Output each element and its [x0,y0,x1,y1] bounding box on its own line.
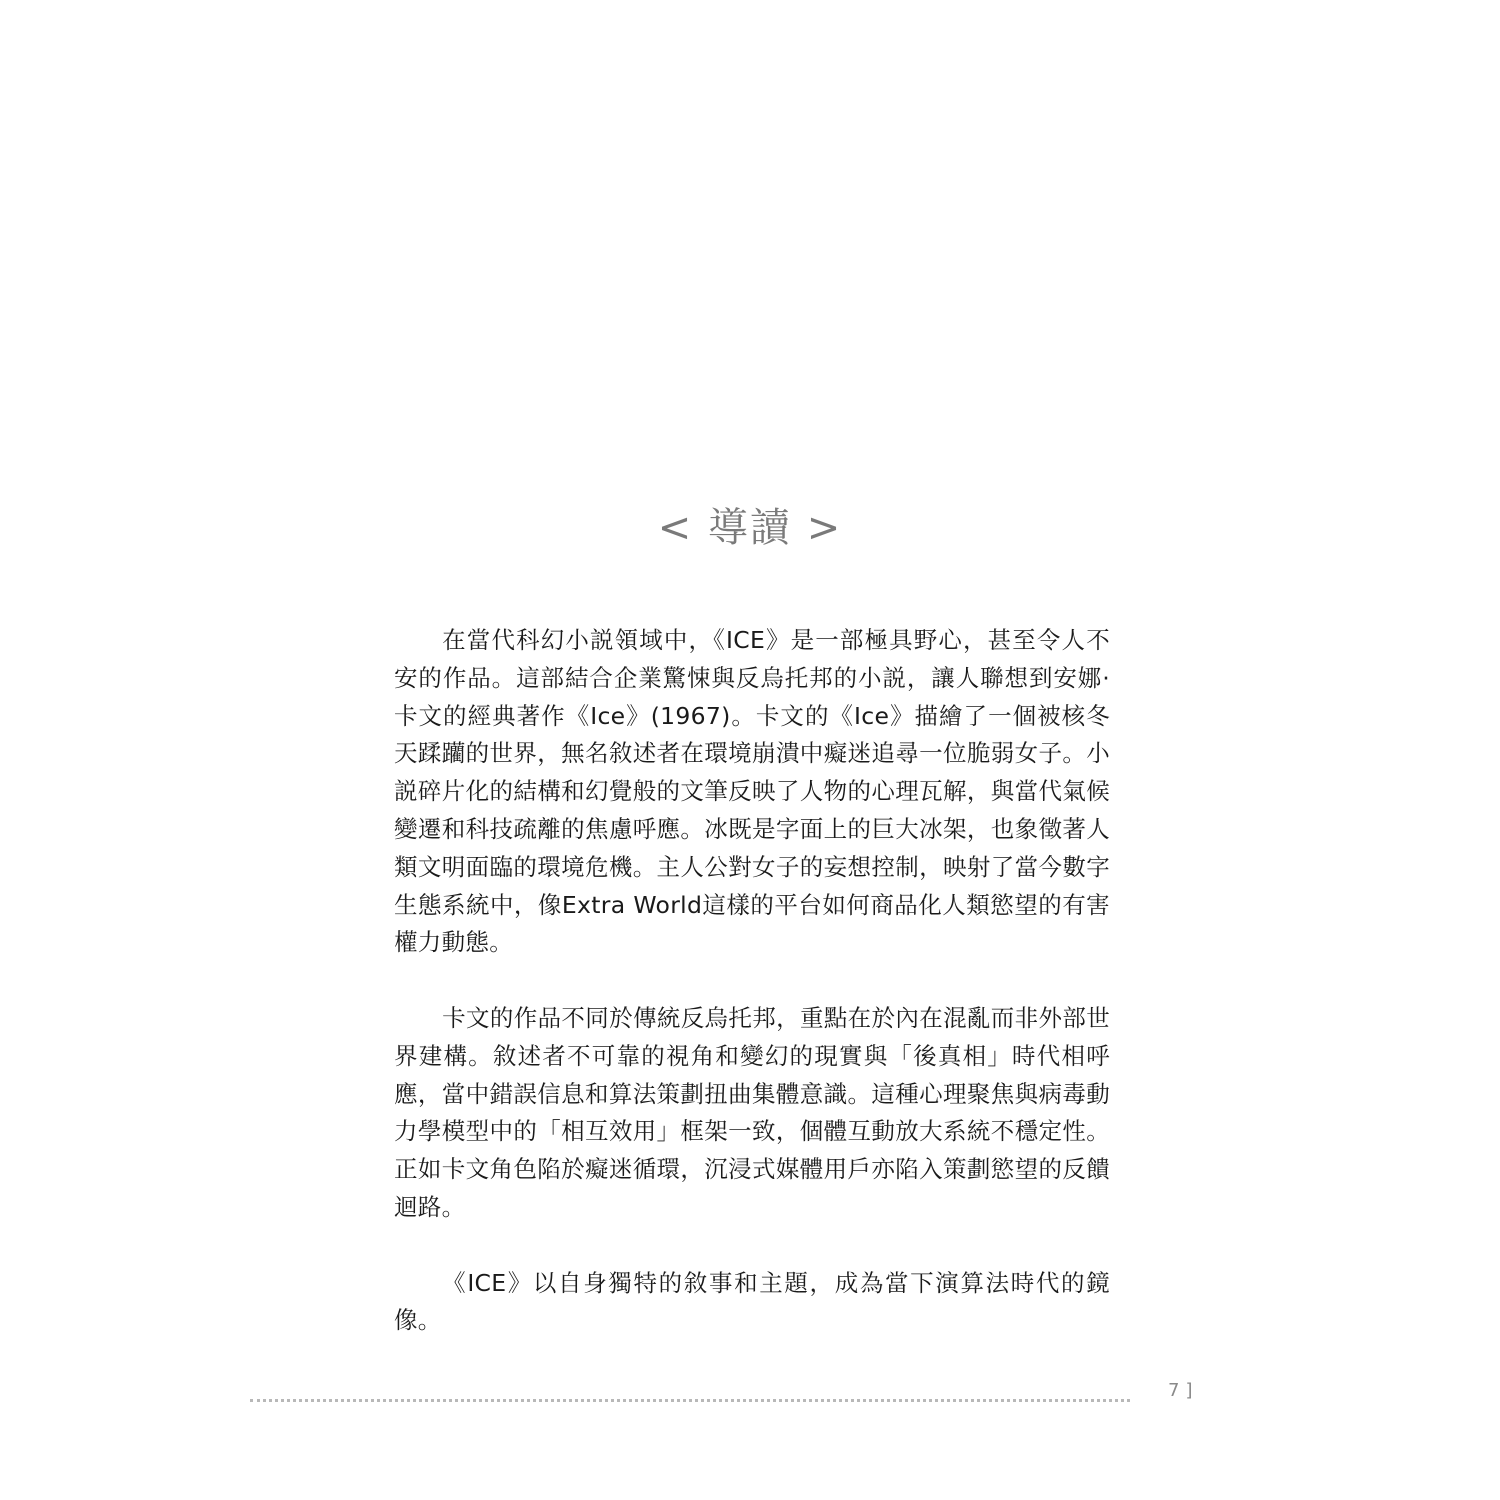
page-number [1168,1379,1192,1403]
paragraph-3: 《ICE》以自身獨特的敘事和主題，成為當下演算法時代的鏡像。 [394,1268,1110,1335]
paragraph-1: 在當代科幻小説領域中，《ICE》是一部極具野心，甚至令人不安的作品。這部結合企業驚悚與反烏托邦的小説，讓人聯想到安娜· 卡文的經典著作《Ice》(1967)。卡文的《Ice》描繪了一個被核冬天蹂躪的世界，無名敘述者在環境崩潰中癡迷追尋一位脆弱女子。小説碎片化的結構和幻覺般的文筆反映了人物的心理瓦解，與當代氣候變遷和科技疏離的焦慮呼應。冰既是字面上的巨大冰架，也象徵著人類文明面臨的環境危機。主人公對女子的妄想控制，映射了當今數字生態系統中，像Extra World這樣的平台如何商品化人類慾望的有害權力動態。 [394,626,1110,957]
page-number-bracket: ] [1185,1380,1193,1401]
chapter-title: < 導讀 > [657,505,843,551]
body-text [394,622,1110,1340]
page-number-value: 7 [1168,1380,1186,1401]
paragraph-2: 卡文的作品不同於傳統反烏托邦，重點在於內在混亂而非外部世界建構。敘述者不可靠的視角和變幻的現實與「後真相」時代相呼應，當中錯誤信息和算法策劃扭曲集體意識。這種心理聚焦與病毒動力學模型中的「相互效用」框架一致，個體互動放大系統不穩定性。正如卡文角色陷於癡迷循環，沉浸式媒體用戶亦陷入策劃慾望的反饋迴路。 [394,1003,1110,1221]
footer-dotted-rule [250,1399,1130,1402]
